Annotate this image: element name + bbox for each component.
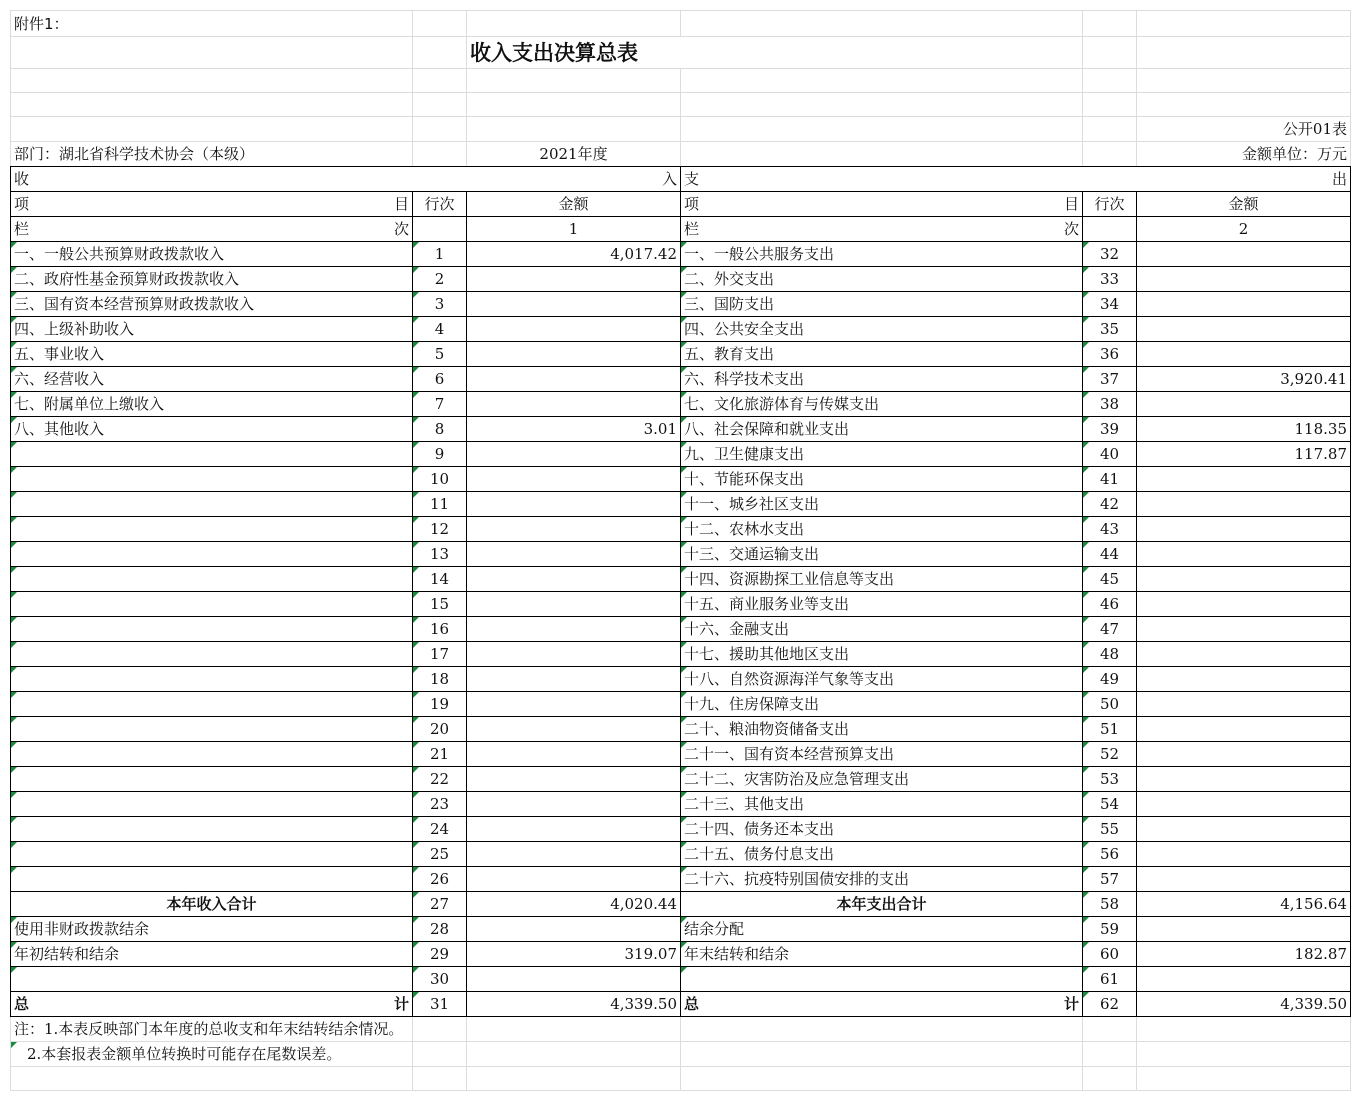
- table-row: [11, 742, 1351, 767]
- income-amount: [467, 642, 681, 667]
- income-item-right: 目: [393, 195, 409, 213]
- expense-amount: 118.35: [1137, 417, 1351, 442]
- expense-row-number: 34: [1083, 292, 1137, 317]
- expense-item-right: 目: [1063, 195, 1079, 213]
- income-amount: [467, 692, 681, 717]
- table-row: [11, 292, 1351, 317]
- table-row: [11, 442, 1351, 467]
- income-item-label: [11, 442, 413, 467]
- income-total-number: 31: [413, 992, 467, 1017]
- income-item-label: [11, 692, 413, 717]
- expense-total-left: 总: [684, 995, 700, 1013]
- total-row: [11, 992, 1351, 1017]
- income-amount: [467, 317, 681, 342]
- income-item-label: [11, 742, 413, 767]
- table-row: [11, 467, 1351, 492]
- income-item-label: [11, 617, 413, 642]
- form-code: 公开01表: [1137, 117, 1351, 142]
- income-row-number: 22: [413, 767, 467, 792]
- income-item-label: [11, 592, 413, 617]
- income-row-number: 5: [413, 342, 467, 367]
- expense-row-number: 38: [1083, 392, 1137, 417]
- expense-header-left: 支: [684, 170, 700, 188]
- expense-row-number: 39: [1083, 417, 1137, 442]
- expense-amount: [1137, 717, 1351, 742]
- expense-row-number: 33: [1083, 267, 1137, 292]
- expense-row-number: 46: [1083, 592, 1137, 617]
- expense-amount: [1137, 242, 1351, 267]
- income-item-label: [11, 867, 413, 892]
- table-row: [11, 567, 1351, 592]
- income-header: [11, 167, 681, 192]
- table-row: [11, 617, 1351, 642]
- income-row-number: 28: [413, 917, 467, 942]
- expense-amount: 3,920.41: [1137, 367, 1351, 392]
- expense-item-label: 三、国防支出: [681, 292, 1083, 317]
- expense-row-number: 36: [1083, 342, 1137, 367]
- income-item-label: 五、事业收入: [11, 342, 413, 367]
- income-amount: [467, 467, 681, 492]
- expense-amount: [1137, 542, 1351, 567]
- table-row: [11, 242, 1351, 267]
- expense-amount-header: 金额: [1137, 192, 1351, 217]
- table-row: [11, 692, 1351, 717]
- expense-item-label: [681, 967, 1083, 992]
- expense-amount: [1137, 817, 1351, 842]
- income-item-label: 本年收入合计: [11, 892, 413, 917]
- expense-item-label: 本年支出合计: [681, 892, 1083, 917]
- table-row: [11, 642, 1351, 667]
- income-amount: [467, 492, 681, 517]
- table-row: [11, 792, 1351, 817]
- table-row: [11, 342, 1351, 367]
- income-col-right: 次: [393, 220, 409, 238]
- expense-amount: [1137, 392, 1351, 417]
- expense-amount: [1137, 767, 1351, 792]
- expense-item-label: 二十四、债务还本支出: [681, 817, 1083, 842]
- income-row-number: 14: [413, 567, 467, 592]
- income-header-right: 入: [661, 170, 677, 188]
- income-total-label: [11, 992, 413, 1017]
- income-row-number: 25: [413, 842, 467, 867]
- expense-item-label: 一、一般公共服务支出: [681, 242, 1083, 267]
- income-header-left: 收: [14, 170, 30, 188]
- expense-row-number: 43: [1083, 517, 1137, 542]
- expense-item-label: 五、教育支出: [681, 342, 1083, 367]
- expense-item-header: [681, 192, 1083, 217]
- income-amount: [467, 617, 681, 642]
- note-text: 注：1.本表反映部门本年度的总收支和年末结转结余情况。: [11, 1017, 413, 1042]
- income-column-number: 1: [467, 217, 681, 242]
- income-item-label: 七、附属单位上缴收入: [11, 392, 413, 417]
- income-item-label: [11, 542, 413, 567]
- income-item-header: [11, 192, 413, 217]
- income-rowno-header: 行次: [413, 192, 467, 217]
- year-label: 2021年度: [467, 142, 681, 167]
- income-amount: [467, 267, 681, 292]
- income-row-number: 15: [413, 592, 467, 617]
- expense-row-number: 57: [1083, 867, 1137, 892]
- expense-amount: [1137, 342, 1351, 367]
- sheet-body: [11, 11, 1351, 1091]
- expense-item-label: 十二、农林水支出: [681, 517, 1083, 542]
- income-amount: [467, 292, 681, 317]
- income-item-label: [11, 667, 413, 692]
- income-item-label: 六、经营收入: [11, 367, 413, 392]
- attachment-label: 附件1：: [11, 11, 413, 37]
- income-amount: [467, 817, 681, 842]
- income-item-label: [11, 767, 413, 792]
- note-row: [11, 1017, 1351, 1042]
- expense-item-label: 九、卫生健康支出: [681, 442, 1083, 467]
- budget-sheet: [10, 10, 1351, 1091]
- income-item-label: [11, 467, 413, 492]
- expense-row-number: 61: [1083, 967, 1137, 992]
- expense-amount: [1137, 967, 1351, 992]
- table-row: [11, 317, 1351, 342]
- expense-header-right: 出: [1331, 170, 1347, 188]
- expense-row-number: 52: [1083, 742, 1137, 767]
- income-item-label: [11, 967, 413, 992]
- income-amount: [467, 667, 681, 692]
- income-row-number: 17: [413, 642, 467, 667]
- expense-total-right: 计: [1063, 995, 1079, 1013]
- income-amount: [467, 967, 681, 992]
- table-row: [11, 542, 1351, 567]
- expense-item-label: 十九、住房保障支出: [681, 692, 1083, 717]
- page-title: 收入支出决算总表: [467, 37, 1083, 69]
- income-row-number: 24: [413, 817, 467, 842]
- table-row: [11, 717, 1351, 742]
- expense-row-number: 37: [1083, 367, 1137, 392]
- income-row-number: 30: [413, 967, 467, 992]
- expense-row-number: 59: [1083, 917, 1137, 942]
- income-item-label: 四、上级补助收入: [11, 317, 413, 342]
- table-row: [11, 492, 1351, 517]
- income-amount: [467, 842, 681, 867]
- expense-row-number: 32: [1083, 242, 1137, 267]
- income-amount: 319.07: [467, 942, 681, 967]
- expense-amount: [1137, 692, 1351, 717]
- income-column-header: [11, 217, 413, 242]
- expense-amount: [1137, 492, 1351, 517]
- expense-row-number: 51: [1083, 717, 1137, 742]
- expense-row-number: 54: [1083, 792, 1137, 817]
- income-row-number: 6: [413, 367, 467, 392]
- expense-amount: 117.87: [1137, 442, 1351, 467]
- income-amount: [467, 542, 681, 567]
- expense-row-number: 42: [1083, 492, 1137, 517]
- table-row: [11, 767, 1351, 792]
- expense-row-number: 35: [1083, 317, 1137, 342]
- income-row-number: 9: [413, 442, 467, 467]
- income-item-label: 二、政府性基金预算财政拨款收入: [11, 267, 413, 292]
- income-item-label: 八、其他收入: [11, 417, 413, 442]
- table-row: [11, 867, 1351, 892]
- expense-item-label: 十、节能环保支出: [681, 467, 1083, 492]
- income-item-label: [11, 517, 413, 542]
- income-row-number: 27: [413, 892, 467, 917]
- income-item-label: 使用非财政拨款结余: [11, 917, 413, 942]
- expense-amount: [1137, 667, 1351, 692]
- income-row-number: 8: [413, 417, 467, 442]
- table-row: [11, 917, 1351, 942]
- table-row: [11, 367, 1351, 392]
- expense-item-left: 项: [684, 195, 700, 213]
- expense-amount: [1137, 742, 1351, 767]
- expense-col-left: 栏: [684, 220, 700, 238]
- income-amount-header: 金额: [467, 192, 681, 217]
- income-row-number: 11: [413, 492, 467, 517]
- expense-item-label: 二十二、灾害防治及应急管理支出: [681, 767, 1083, 792]
- expense-total-label: [681, 992, 1083, 1017]
- income-item-label: [11, 792, 413, 817]
- expense-row-number: 50: [1083, 692, 1137, 717]
- expense-row-number: 49: [1083, 667, 1137, 692]
- table-row: [11, 517, 1351, 542]
- expense-amount: [1137, 517, 1351, 542]
- income-amount: [467, 367, 681, 392]
- note-text: 2.本套报表金额单位转换时可能存在尾数误差。: [11, 1042, 413, 1067]
- expense-item-label: 八、社会保障和就业支出: [681, 417, 1083, 442]
- expense-amount: [1137, 642, 1351, 667]
- expense-item-label: 二十六、抗疫特别国债安排的支出: [681, 867, 1083, 892]
- expense-row-number: 48: [1083, 642, 1137, 667]
- income-item-label: 三、国有资本经营预算财政拨款收入: [11, 292, 413, 317]
- income-row-number: 20: [413, 717, 467, 742]
- income-row-number: 23: [413, 792, 467, 817]
- table-row: [11, 892, 1351, 917]
- income-item-label: [11, 642, 413, 667]
- expense-item-label: 六、科学技术支出: [681, 367, 1083, 392]
- expense-row-number: 60: [1083, 942, 1137, 967]
- income-total-amount: 4,339.50: [467, 992, 681, 1017]
- department-label: 部门：湖北省科学技术协会（本级）: [11, 142, 413, 167]
- income-item-left: 项: [14, 195, 30, 213]
- expense-amount: [1137, 617, 1351, 642]
- expense-amount: 182.87: [1137, 942, 1351, 967]
- expense-amount: [1137, 267, 1351, 292]
- income-row-number: 7: [413, 392, 467, 417]
- expense-row-number: 44: [1083, 542, 1137, 567]
- income-col-left: 栏: [14, 220, 30, 238]
- expense-row-number: 55: [1083, 817, 1137, 842]
- income-row-number: 16: [413, 617, 467, 642]
- note-row: [11, 1042, 1351, 1067]
- expense-item-label: 十七、援助其他地区支出: [681, 642, 1083, 667]
- expense-amount: 4,156.64: [1137, 892, 1351, 917]
- expense-col-right: 次: [1063, 220, 1079, 238]
- expense-item-label: 二十三、其他支出: [681, 792, 1083, 817]
- expense-header: [681, 167, 1351, 192]
- expense-item-label: 二、外交支出: [681, 267, 1083, 292]
- income-row-number: 26: [413, 867, 467, 892]
- income-amount: [467, 867, 681, 892]
- expense-amount: [1137, 467, 1351, 492]
- expense-amount: [1137, 317, 1351, 342]
- income-amount: [467, 742, 681, 767]
- income-amount: 3.01: [467, 417, 681, 442]
- expense-item-label: 年末结转和结余: [681, 942, 1083, 967]
- expense-row-number: 47: [1083, 617, 1137, 642]
- income-amount: [467, 567, 681, 592]
- income-amount: [467, 792, 681, 817]
- table-row: [11, 967, 1351, 992]
- income-amount: [467, 392, 681, 417]
- expense-item-label: 十四、资源勘探工业信息等支出: [681, 567, 1083, 592]
- income-item-label: 年初结转和结余: [11, 942, 413, 967]
- expense-column-number: 2: [1137, 217, 1351, 242]
- table-row: [11, 842, 1351, 867]
- expense-amount: [1137, 867, 1351, 892]
- expense-row-number: 53: [1083, 767, 1137, 792]
- income-item-label: [11, 842, 413, 867]
- expense-row-number: 45: [1083, 567, 1137, 592]
- expense-amount: [1137, 292, 1351, 317]
- income-row-number: 21: [413, 742, 467, 767]
- income-amount: [467, 592, 681, 617]
- expense-rowno-header: 行次: [1083, 192, 1137, 217]
- income-total-right: 计: [393, 995, 409, 1013]
- table-row: [11, 592, 1351, 617]
- income-row-number: 3: [413, 292, 467, 317]
- expense-column-header: [681, 217, 1083, 242]
- table-row: [11, 417, 1351, 442]
- income-row-number: 19: [413, 692, 467, 717]
- unit-label: 金额单位：万元: [1137, 142, 1351, 167]
- income-row-number: 4: [413, 317, 467, 342]
- income-amount: 4,017.42: [467, 242, 681, 267]
- expense-item-label: 二十五、债务付息支出: [681, 842, 1083, 867]
- income-item-label: [11, 817, 413, 842]
- income-amount: [467, 442, 681, 467]
- table-row: [11, 942, 1351, 967]
- expense-row-number: 56: [1083, 842, 1137, 867]
- income-item-label: [11, 717, 413, 742]
- expense-amount: [1137, 842, 1351, 867]
- income-amount: [467, 717, 681, 742]
- income-row-number: 2: [413, 267, 467, 292]
- expense-item-label: 二十、粮油物资储备支出: [681, 717, 1083, 742]
- income-row-number: 10: [413, 467, 467, 492]
- expense-item-label: 十一、城乡社区支出: [681, 492, 1083, 517]
- income-amount: [467, 342, 681, 367]
- income-amount: [467, 517, 681, 542]
- income-amount: [467, 917, 681, 942]
- table-row: [11, 392, 1351, 417]
- expense-item-label: 七、文化旅游体育与传媒支出: [681, 392, 1083, 417]
- table-row: [11, 267, 1351, 292]
- expense-item-label: 十六、金融支出: [681, 617, 1083, 642]
- income-row-number: 13: [413, 542, 467, 567]
- table-row: [11, 817, 1351, 842]
- expense-total-amount: 4,339.50: [1137, 992, 1351, 1017]
- expense-item-label: 十五、商业服务业等支出: [681, 592, 1083, 617]
- expense-row-number: 40: [1083, 442, 1137, 467]
- income-item-label: [11, 567, 413, 592]
- expense-item-label: 四、公共安全支出: [681, 317, 1083, 342]
- income-row-number: 29: [413, 942, 467, 967]
- income-row-number: 1: [413, 242, 467, 267]
- expense-amount: [1137, 592, 1351, 617]
- income-row-number: 18: [413, 667, 467, 692]
- expense-item-label: 结余分配: [681, 917, 1083, 942]
- income-amount: 4,020.44: [467, 892, 681, 917]
- expense-amount: [1137, 792, 1351, 817]
- expense-row-number: 41: [1083, 467, 1137, 492]
- expense-item-label: 十八、自然资源海洋气象等支出: [681, 667, 1083, 692]
- expense-item-label: 二十一、国有资本经营预算支出: [681, 742, 1083, 767]
- income-row-number: 12: [413, 517, 467, 542]
- income-amount: [467, 767, 681, 792]
- income-total-left: 总: [14, 995, 30, 1013]
- expense-item-label: 十三、交通运输支出: [681, 542, 1083, 567]
- table-row: [11, 667, 1351, 692]
- expense-row-number: 58: [1083, 892, 1137, 917]
- expense-total-number: 62: [1083, 992, 1137, 1017]
- income-item-label: [11, 492, 413, 517]
- income-item-label: 一、一般公共预算财政拨款收入: [11, 242, 413, 267]
- expense-amount: [1137, 917, 1351, 942]
- expense-amount: [1137, 567, 1351, 592]
